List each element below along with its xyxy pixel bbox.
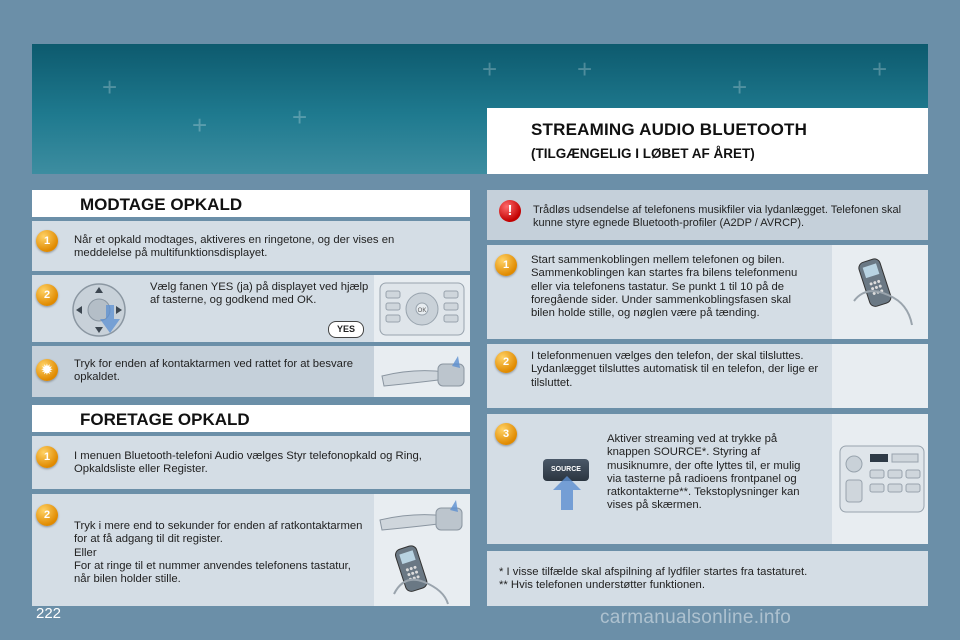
direction-pad-icon	[70, 281, 128, 339]
receive-tip	[32, 346, 470, 397]
step-badge: 2	[36, 284, 58, 306]
stalk-illustration	[374, 346, 470, 397]
footnote-line: * I visse tilfælde skal afspilning af lydfiler startes fra tastaturet.	[499, 566, 808, 578]
stream-step-1	[487, 245, 928, 339]
car-radio-icon	[832, 414, 928, 544]
page-title: STREAMING AUDIO BLUETOOTH	[531, 120, 808, 139]
radio-panel-illustration	[374, 275, 470, 342]
warning-icon: !	[499, 200, 521, 222]
stalk-phone-illustration	[374, 494, 470, 606]
notice-panel	[487, 190, 928, 240]
step-badge: 2	[36, 504, 58, 526]
receive-step-1-text: Når et opkald modtages, aktiveres en ringetone, og der vises en meddelelse på multifunktionsdisplayet.	[74, 234, 395, 260]
receive-step-2-text: Vælg fanen YES (ja) på displayet ved hjælp af tasterne, og godkend med OK.	[150, 281, 369, 307]
decor-plus-icon: +	[872, 54, 888, 84]
stalk-and-phone-icon	[374, 494, 470, 606]
receive-step-1	[32, 221, 470, 271]
notice-text: Trådløs udsendelse af telefonens musikfiler via lydanlægget. Telefonen skal kunne styre egnede Bluetooth-profiler (A2DP / AVRCP).	[533, 204, 902, 229]
svg-text:OK: OK	[417, 308, 427, 314]
section-title-make: FORETAGE OPKALD	[32, 405, 470, 432]
make-step-2-line: For at ringe til et nummer anvendes telefonens tastatur, når bilen holder stille.	[74, 559, 351, 586]
page-subtitle: (TILGÆNGELIG I LØBET AF ÅRET)	[531, 146, 755, 161]
yes-button[interactable]: YES	[328, 321, 364, 338]
make-step-2-line: Eller	[74, 546, 97, 559]
step-badge: 2	[495, 351, 517, 373]
footnote-panel	[487, 551, 928, 606]
footnote-line: ** Hvis telefonen understøtter funktionen.	[499, 579, 705, 592]
radio-keypad-icon	[374, 275, 470, 342]
step-badge: 3	[495, 423, 517, 445]
empty-illustration	[832, 344, 928, 408]
stream-step-2	[487, 344, 928, 408]
make-step-2	[32, 494, 470, 606]
receive-tip-text: Tryk for enden af kontaktarmen ved rattet for at besvare opkaldet.	[74, 358, 354, 384]
section-title-receive: MODTAGE OPKALD	[32, 190, 470, 217]
phone-illustration	[832, 245, 928, 339]
decor-plus-icon: +	[292, 102, 308, 132]
make-step-2-text	[74, 520, 364, 586]
decor-plus-icon: +	[577, 54, 593, 84]
stream-step-2-text	[531, 350, 821, 390]
step-badge: 1	[495, 254, 517, 276]
decor-plus-icon: +	[192, 110, 208, 140]
footnote-text	[499, 566, 919, 593]
page-number: 222	[36, 605, 62, 622]
watermark: carmanualsonline.info	[600, 607, 792, 628]
mobile-phone-icon	[832, 245, 928, 339]
make-step-2-line: Tryk i mere end to sekunder for enden af ratkontaktarmen for at få adgang til dit register.	[74, 520, 363, 546]
decor-plus-icon: +	[102, 72, 118, 102]
make-step-1-text: I menuen Bluetooth-telefoni Audio vælges Styr telefonopkald og Ring, Opkaldsliste eller Register.	[74, 450, 422, 476]
stream-step-1-text: Start sammenkoblingen mellem telefonen og bilen. Sammenkoblingen kan startes fra bilens telefonmenu eller via telefonens tastatur. Se punkt 1 til 10 på de foregående sider. Under sammenkoblingsfasen skal bilen holde stille, og nøglen være på tænding.	[531, 254, 798, 320]
steering-stalk-icon	[374, 346, 470, 397]
radio-illustration	[832, 414, 928, 544]
decor-plus-icon: +	[732, 72, 748, 102]
sun-icon: ✹	[36, 359, 58, 381]
page-title-box	[487, 108, 928, 174]
source-button[interactable]: SOURCE	[543, 459, 589, 481]
step-badge: 1	[36, 446, 58, 468]
step-badge: 1	[36, 230, 58, 252]
make-step-1	[32, 436, 470, 489]
stream-step-2-line: I telefonmenuen vælges den telefon, der skal tilsluttes.	[531, 350, 804, 362]
stream-step-3-text: Aktiver streaming ved at trykke på knappen SOURCE*. Styring af musiknumre, der ofte lyttes til, er mulig via tasterne på radioens frontpanel og ratkontakterne**. Tekstoplysninger kan vises på skærmen.	[607, 433, 801, 512]
stream-step-2-line: Lydanlægget tilsluttes automatisk til en telefon, der lige er tilsluttet.	[531, 363, 819, 389]
receive-step-2	[32, 275, 470, 342]
decor-plus-icon: +	[482, 54, 498, 84]
press-arrow-icon	[553, 476, 581, 512]
stream-step-3	[487, 414, 928, 544]
